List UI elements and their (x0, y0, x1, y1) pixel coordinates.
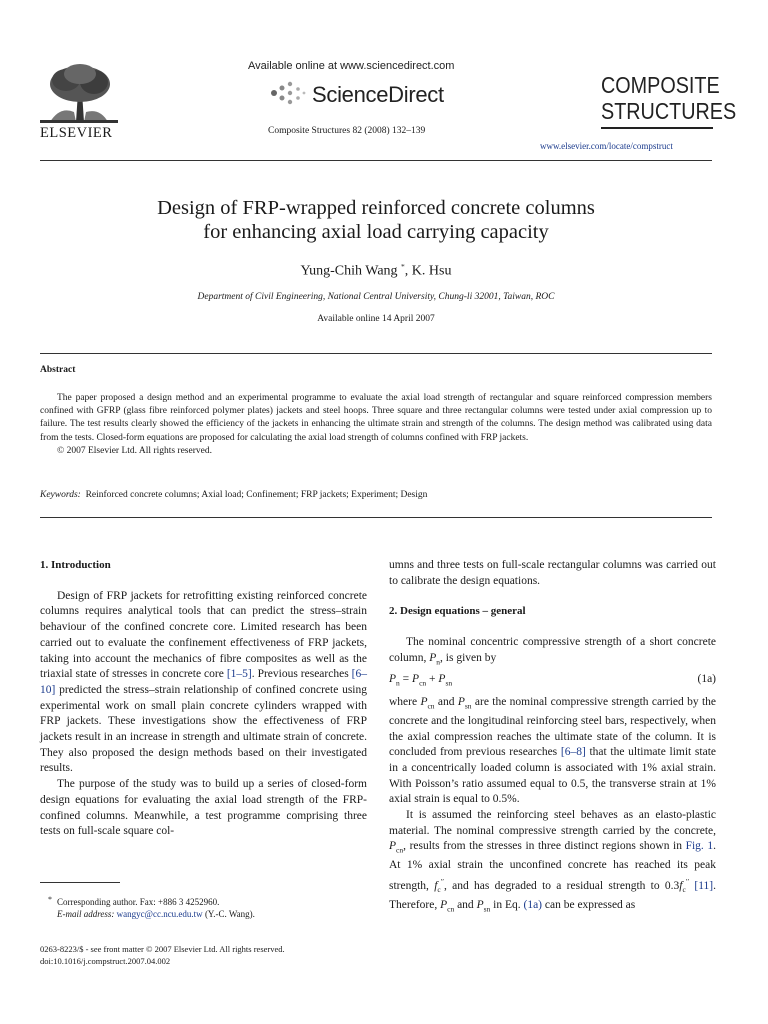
equation-body: $P_n = P_{cn} + P_{sn}$ (389, 672, 453, 688)
intro-paragraph-2: The purpose of the study was to build up a series of closed-form design equations for evaluating the axial load strength of the FRP-confined columns. Meanwhile, a test programme comprising three tests on full-scale square col- (40, 778, 367, 838)
header-divider (40, 160, 712, 161)
author-affiliation: Department of Civil Engineering, National Central University, Chung-li 32001, Taiwan, ROC (197, 292, 555, 302)
citation-link[interactable]: [11] (694, 879, 714, 892)
abstract-body (40, 392, 712, 458)
abstract-heading: Abstract (40, 365, 76, 375)
journal-title (601, 72, 736, 124)
keywords-text: Reinforced concrete columns; Axial load; Confinement; FRP jackets; Experiment; Design (85, 490, 428, 500)
available-online-link[interactable]: Available online at www.sciencedirect.com (248, 60, 455, 72)
footnote-rule (40, 882, 120, 883)
sciencedirect-dots-icon (268, 80, 308, 106)
equation-link[interactable]: (1a) (523, 898, 543, 911)
elsevier-tree-logo-icon (40, 62, 118, 124)
corresponding-author-footnote (40, 896, 367, 920)
equation-1a (389, 672, 716, 691)
abstract-top-rule (40, 353, 712, 354)
footnote-email-line (40, 908, 367, 920)
journal-title-line2: STRUCTURES (601, 98, 737, 124)
author-list (40, 262, 712, 280)
email-suffix: (Y.-C. Wang). (202, 909, 255, 919)
email-link[interactable]: wangyc@cc.ncu.edu.tw (116, 909, 203, 919)
section-heading-design-equations: 2. Design equations – general (389, 605, 526, 618)
design-paragraph-3: It is assumed the reinforcing steel behaves as an elasto-plastic material. The nominal compressive strength carried by the concrete, $P_{cn}$, results from the stresses in three distinct regions shown in Fig. 1. At 1% axial strain the unconfined concrete has reached its peak strength, $f_c''$, and has degraded to a residual strength to $0.3f_c''$ [11]. Therefore, $P_{cn}$ and $P_{sn}$ in Eq. (1a) can be expressed as (389, 809, 716, 914)
abstract-text: The paper proposed a design method and an experimental programme to evaluate the axial load strength of rectangular and square reinforced compression members confined with GFRP (glass fibre reinforced polymer plates) jackets and steel hoops. Three square and three rectangular columns were tested under axial compression up to failure. The test results clearly showed the efficiency of the jackets in enhancing the ultimate strain and strength of the columns. The design method was calibrated using data from the tests. Closed-form equations are proposed for calculating the axial load strength of columns confined with FRP jackets. (40, 393, 712, 443)
intro-paragraph-1: Design of FRP jackets for retrofitting existing reinforced concrete columns requires analytical tools that can predict the stress–strain behaviour of the confined concrete core. Limited research has been carried out to evaluate the confinement effectiveness of FRP jackets, taking into account the mechanics of fibre composites as well as the triaxial state of stresses in concrete core [1–5]. Previous researches [6–10] predicted the stress–strain relationship of confined concrete using experimental work on small plain concrete cylinders wrapped with FRP jackets. These investigations show the effectiveness of FRP jackets result in an increase in strength and ultimate strain of concrete. They also proposed the design methods based on their investigated results. (40, 589, 367, 775)
sciencedirect-logo-text[interactable]: ScienceDirect (312, 82, 444, 107)
journal-citation: Composite Structures 82 (2008) 132–139 (268, 126, 426, 136)
article-title-line1: Design of FRP-wrapped reinforced concrete columns (157, 197, 595, 219)
doi-line: doi:10.1016/j.compstruct.2007.04.002 (40, 956, 171, 966)
author-name: Yung-Chih Wang (300, 263, 398, 279)
design-paragraph-1: The nominal concentric compressive strength of a short concrete column, $P_n$, is given by (389, 636, 716, 667)
continued-paragraph: umns and three tests on full-scale rectangular columns was carried out to calibrate the design equations. (389, 559, 716, 587)
abstract-bottom-rule (40, 517, 712, 518)
article-title (40, 196, 712, 244)
author-name: , K. Hsu (404, 263, 452, 279)
footnote-mark: * (48, 895, 52, 904)
right-column (389, 558, 716, 917)
email-label: E-mail address: (57, 909, 115, 919)
available-online-date: Available online 14 April 2007 (317, 314, 435, 324)
design-paragraph-2: where $P_{cn}$ and $P_{sn}$ are the nominal compressive strength carried by the concrete and the longitudinal reinforcing steel bars, respectively, when the axial compression reaches the ultimate state of the column. It is concluded from previous researches [6–8] that the ultimate limit state in a concentrically loaded column is associated with 1% axial strain. With Poisson’s ratio assumed equal to 0.5, the transverse strain at 1% axial strain is equal to 0.5%. (389, 695, 717, 806)
citation-link[interactable]: [1–5] (226, 668, 252, 681)
left-column (40, 558, 367, 840)
citation-link[interactable]: [6–10] (40, 668, 367, 696)
journal-title-line1: COMPOSITE (601, 72, 720, 98)
equation-label: (1a) (697, 672, 716, 685)
corresponding-author-mark[interactable]: * (401, 262, 405, 271)
article-title-line2: for enhancing axial load carrying capacity (203, 221, 549, 243)
figure-link[interactable]: Fig. 1 (685, 840, 714, 853)
keywords-line (40, 490, 427, 500)
abstract-copyright: © 2007 Elsevier Ltd. All rights reserved. (57, 445, 212, 456)
journal-title-rule (601, 127, 713, 129)
journal-url-link[interactable]: www.elsevier.com/locate/compstruct (540, 141, 673, 151)
publisher-name: ELSEVIER (40, 125, 113, 141)
issn-line: 0263-8223/$ - see front matter © 2007 Elsevier Ltd. All rights reserved. (40, 944, 285, 954)
issn-doi-block (40, 943, 285, 967)
citation-link[interactable]: [6–8] (560, 746, 586, 759)
keywords-label: Keywords: (40, 490, 81, 500)
footnote-corresponding: Corresponding author. Fax: +886 3 4252960. (57, 897, 220, 907)
section-heading-introduction: 1. Introduction (40, 559, 111, 571)
